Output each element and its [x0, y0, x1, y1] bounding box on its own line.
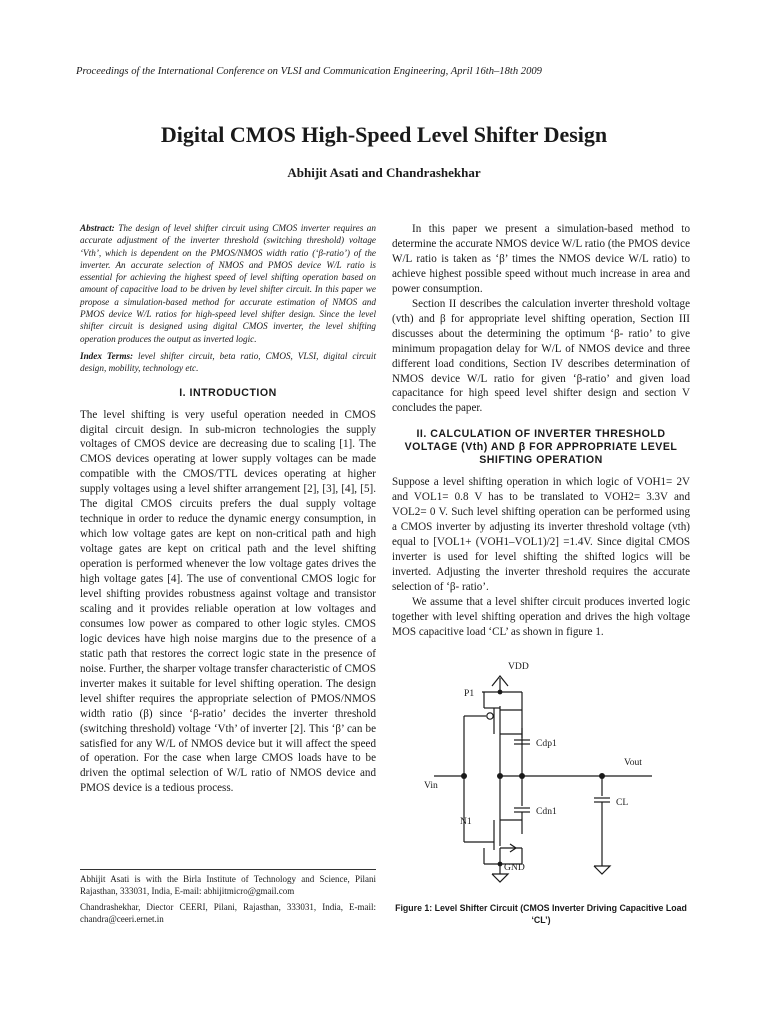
n1-label: N1: [460, 816, 472, 827]
intro-continuation-paragraph-2: Section II describes the calculation inverter threshold voltage (vth) and β for appropriate level shifting operation, Section III discusses about the determining the optimum ‘β- ratio’ to give minimum propagation delay for W/L of NMOS device and three different load conditions, Section IV describes determination of NMOS device W/L ratio for given ‘β-ratio’ and given load capacitance for high speed level shifter design and section V concludes the paper.: [392, 297, 690, 415]
cl-label: CL: [616, 797, 629, 808]
section-heading-introduction: I. INTRODUCTION: [179, 386, 277, 399]
p1-label: P1: [464, 688, 475, 699]
right-column: [392, 222, 690, 640]
footnote-author-1: Abhijit Asati is with the Birla Institute of Technology and Science, Pilani Rajasthan, 333031, India, E-mail: abhijitmicro@gmail.com: [80, 874, 376, 896]
abstract-text: The design of level shifter circuit using CMOS inverter requires an accurate adjustment of the inverter threshold (switching threshold) voltage ‘Vth’, which is dependent on the PMOS/NMOS width ratio (‘β-ratio’) of the inverter. An accurate selection of NMOS and PMOS device W/L ratio is essential for achieving the highest speed of level shifting operation based on amount of capacitive load to be driven by level shifter circuit. In this paper we propose a simulation-based method for accurate estimation of NMOS and PMOS device W/L ratios for high-speed level shifter design. Since the level shifter circuit is designed using digital CMOS inverter, the level shifting operation produces the output as inverted logic.: [80, 223, 376, 344]
level-shifter-circuit-figure: [392, 656, 690, 902]
footnote-divider: [80, 869, 376, 870]
gnd-label: GND: [504, 862, 525, 873]
vout-label: Vout: [624, 757, 642, 768]
conference-header: Proceedings of the International Conference on VLSI and Communication Engineering, April 16th–18th 2009: [76, 66, 542, 77]
index-terms: [80, 350, 376, 375]
cdn1-label: Cdn1: [536, 806, 557, 817]
paper-title: Digital CMOS High-Speed Level Shifter Design: [160, 122, 608, 147]
gnd-node-dot: [498, 862, 503, 867]
abstract: [80, 222, 376, 345]
gnd-symbol: [492, 874, 508, 882]
index-terms-label: Index Terms:: [80, 350, 134, 361]
section2-paragraph-1: Suppose a level shifting operation in which logic of VOH1= 2V and VOL1= 0.8 V has to be translated to VOH2= 3.3V and VOL2= 0 V. Such level shifting operation can be performed using a CMOS inverter by adjusting its inverter threshold voltage (vth) equal to [VOL1+ (VOH1–VOL1)/2] =1.4V. Since digital CMOS inverter is used for level shifting the shifted logics will be inverted. Adjusting the inverter threshold requires the accurate selection of ‘β- ratio’.: [392, 476, 690, 594]
section-heading-calculation: II. CALCULATION OF INVERTER THRESHOLD VOLTAGE (Vth) AND β FOR APPROPRIATE LEVEL SHIFTING OPERATION: [404, 428, 678, 467]
figure-caption: Figure 1: Level Shifter Circuit (CMOS Inverter Driving Capacitive Load ‘CL’): [395, 903, 687, 925]
section2-paragraph-2: We assume that a level shifter circuit produces inverted logic together with level shifting operation and drives the high voltage MOS capacitive load ‘CL’ as shown in figure 1.: [392, 596, 690, 638]
drain-node-dot: [497, 773, 503, 779]
circuit-schematic: [392, 656, 690, 902]
vin-label: Vin: [424, 780, 438, 791]
cl-ground: [594, 866, 610, 874]
vin-node-dot: [461, 773, 467, 779]
abstract-label: Abstract:: [80, 223, 115, 233]
index-terms-text: level shifter circuit, beta ratio, CMOS, VLSI, digital circuit design, mobility, technology etc.: [80, 350, 376, 374]
cl-node-dot: [599, 773, 605, 779]
p1-gate-bubble: [487, 713, 493, 719]
footnote-author-2: Chandrashekhar, Diector CEERI, Pilani, Rajasthan, 333031, India, E-mail: chandra@ceeri.ernet.in: [80, 902, 376, 924]
vdd-node-dot: [498, 690, 503, 695]
vdd-label: VDD: [508, 661, 529, 672]
output-node-dot: [519, 773, 525, 779]
introduction-paragraph: The level shifting is very useful operation needed in CMOS digital circuit design. In sub-micron technologies the supply voltages of CMOS device are decreasing due to scaling [1]. The CMOS devices operating at lower supply voltages can be made compatible with the CMOS/TTL devices operating at higher supply voltages using a level shifter arrangement [2], [3], [4], [5]. The digital CMOS circuits prefers the dual supply voltage technique in order to reduce the dynamic energy consumption, in which low voltage gates are kept on non-critical path and high voltage gates are kept on critical path and the level shifting operation is performed whenever the low voltage gates drives the high voltage gates [4]. The use of conventional CMOS logic for level shifting provides robustness against voltage and transistor scaling and it provides reliable operation at low voltages and consumes low power as compared to other logic styles. CMOS logic devices have high noise margins due to the presence of a static path that restores the correct logic state in the presence of noise. Further, the sharper voltage transfer characteristic of CMOS inverter makes it suitable for level shifting operation. The design level shifter requires the appropriate selection of PMOS/NMOS width ratio (β) since ‘β-ratio’ decides the inverter threshold (switching threshold) voltage ‘Vth’ of inverter [2]. This ‘β’ can be satisfied for any W/L of NMOS device but it will affect the speed of operation. For the case when large CMOS loads have to be driven the optimal selection of W/L ratio of NMOS device and PMOS device is a tedious process.: [80, 408, 376, 795]
cdp1-label: Cdp1: [536, 738, 557, 749]
paper-authors: Abhijit Asati and Chandrashekhar: [287, 165, 481, 180]
intro-continuation-paragraph-1: In this paper we present a simulation-based method to determine the accurate NMOS device W/L ratio (the PMOS device W/L ratio is taken as ‘β’ times the NMOS device W/L ratio) to achieve highest possible speed without much increase in area and power consumption.: [392, 223, 690, 295]
left-column: [80, 222, 376, 796]
